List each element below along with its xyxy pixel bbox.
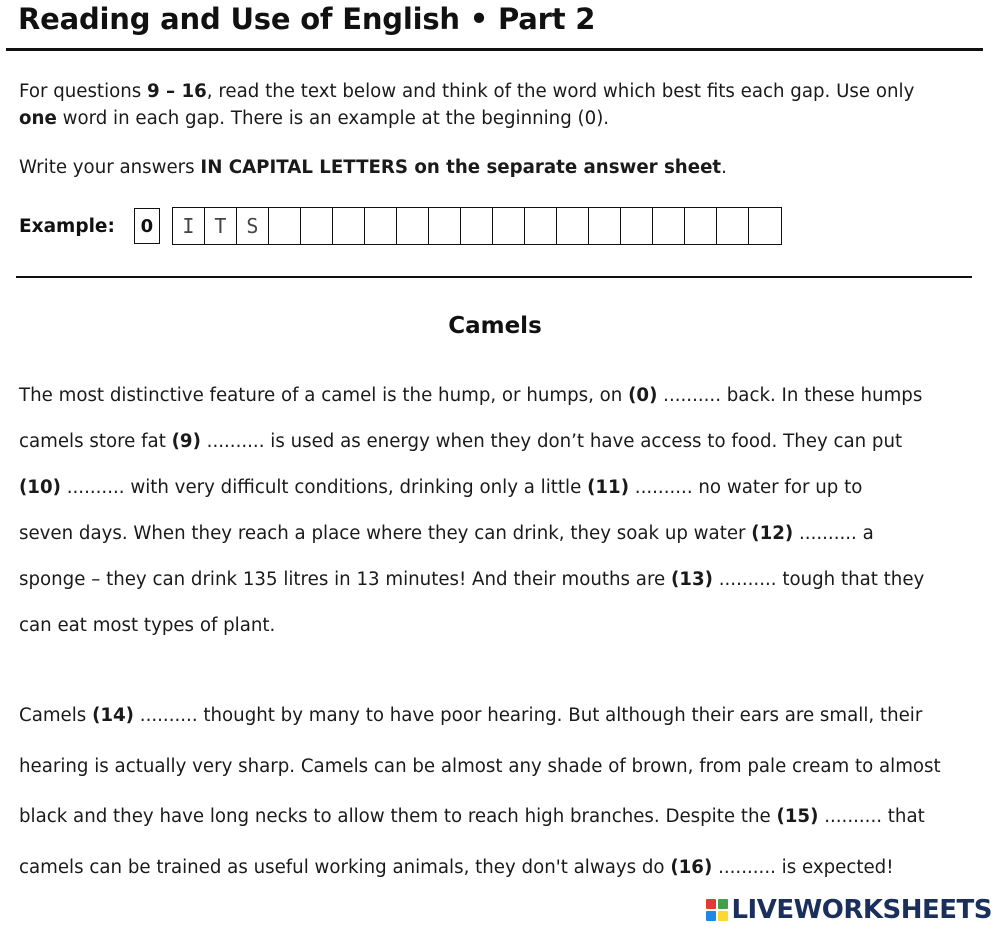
text-segment: hearing is actually very sharp. Camels can be almost any shade of brown, from pale cream to almost — [19, 755, 941, 777]
answer-letter-cell — [397, 208, 429, 244]
text-segment: .......... a — [793, 523, 874, 544]
example-label: Example: — [19, 215, 115, 237]
text-line — [19, 383, 962, 429]
text-segment: The most distinctive feature of a camel is the hump, or humps, on — [19, 385, 629, 406]
text-segment: seven days. When they reach a place where they can drink, they soak up water — [19, 523, 752, 544]
answer-letter-cell — [269, 208, 301, 244]
instr-bold: one — [19, 108, 57, 129]
title-divider — [6, 48, 983, 51]
text-segment: Camels — [19, 705, 93, 726]
text-line — [19, 613, 962, 659]
story-paragraph-1 — [19, 383, 962, 659]
text-line — [19, 521, 962, 567]
example-number-box: 0 — [134, 208, 160, 244]
text-segment: .......... thought by many to have poor hearing. But although their ears are small, their — [134, 705, 923, 726]
text-segment: black and they have long necks to allow them to reach high branches. Despite the — [19, 806, 777, 827]
text-segment: can eat most types of plant. — [19, 615, 276, 636]
instr-text: Write your answers — [19, 157, 201, 178]
text-segment: .......... is expected! — [712, 856, 894, 878]
answer-letter-cell — [621, 208, 653, 244]
text-segment: .......... that — [818, 806, 925, 827]
instructions-line-2 — [19, 105, 609, 132]
text-line — [19, 429, 962, 475]
answer-letter-cell — [525, 208, 557, 244]
text-segment: .......... back. In these humps — [657, 385, 923, 406]
example-answer-grid — [172, 207, 782, 245]
text-line — [19, 754, 962, 805]
logo-text: LIVEWORKSHEETS — [731, 895, 992, 925]
story-paragraph-2 — [19, 703, 962, 905]
story-title: Camels — [448, 313, 542, 339]
text-segment: .......... tough that they — [712, 569, 925, 590]
logo-square — [718, 911, 728, 921]
answer-letter-cell: T — [205, 208, 237, 244]
instructions-line-1 — [19, 78, 914, 105]
answer-letter-cell: I — [173, 208, 205, 244]
answer-letter-cell — [365, 208, 397, 244]
instr-text: , read the text below and think of the word which best fits each gap. Use only — [206, 81, 915, 102]
text-segment: sponge – they can drink 135 litres in 13 minutes! And their mouths are — [19, 569, 671, 590]
section-divider — [16, 276, 972, 278]
instr-text: . — [721, 157, 727, 178]
text-line — [19, 703, 962, 754]
instr-text: For questions — [19, 81, 148, 102]
answer-letter-cell: S — [237, 208, 269, 244]
text-segment: camels store fat — [19, 431, 172, 452]
logo-square — [706, 911, 716, 921]
answer-letter-cell — [557, 208, 589, 244]
answer-letter-cell — [461, 208, 493, 244]
gap-number: (14) — [92, 705, 134, 726]
gap-number: (11) — [587, 477, 630, 498]
gap-number: (15) — [776, 806, 819, 827]
text-line — [19, 475, 962, 521]
answer-letter-cell — [301, 208, 333, 244]
text-line — [19, 804, 962, 855]
logo-square — [706, 899, 716, 909]
answer-letter-cell — [589, 208, 621, 244]
answer-letter-cell — [749, 208, 781, 244]
text-segment: .......... with very difficult conditions, drinking only a little — [60, 477, 588, 498]
page-title: Reading and Use of English • Part 2 — [18, 2, 596, 36]
answer-letter-cell — [653, 208, 685, 244]
answer-letter-cell — [333, 208, 365, 244]
text-segment: .......... is used as energy when they don’t have access to food. They can put — [200, 431, 903, 452]
gap-number: (16) — [670, 856, 713, 878]
answer-letter-cell — [493, 208, 525, 244]
liveworksheets-logo — [706, 895, 992, 925]
gap-number: (10) — [19, 477, 61, 498]
gap-number: (13) — [671, 569, 713, 590]
instr-bold: IN CAPITAL LETTERS on the separate answer sheet — [200, 157, 722, 178]
text-segment: camels can be trained as useful working animals, they don't always do — [19, 856, 671, 878]
logo-square — [718, 899, 728, 909]
instr-bold: 9 – 16 — [147, 81, 207, 102]
answer-letter-cell — [717, 208, 749, 244]
text-segment: .......... no water for up to — [629, 477, 863, 498]
liveworksheets-logo-icon — [706, 899, 728, 921]
gap-number: (9) — [171, 431, 201, 452]
instr-text: word in each gap. There is an example at the beginning (0). — [56, 108, 610, 129]
gap-number: (0) — [628, 385, 658, 406]
gap-number: (12) — [751, 523, 794, 544]
example-row — [19, 206, 782, 246]
answer-letter-cell — [685, 208, 717, 244]
answer-letter-cell — [429, 208, 461, 244]
text-line — [19, 567, 962, 613]
instructions-line-3 — [19, 154, 727, 181]
